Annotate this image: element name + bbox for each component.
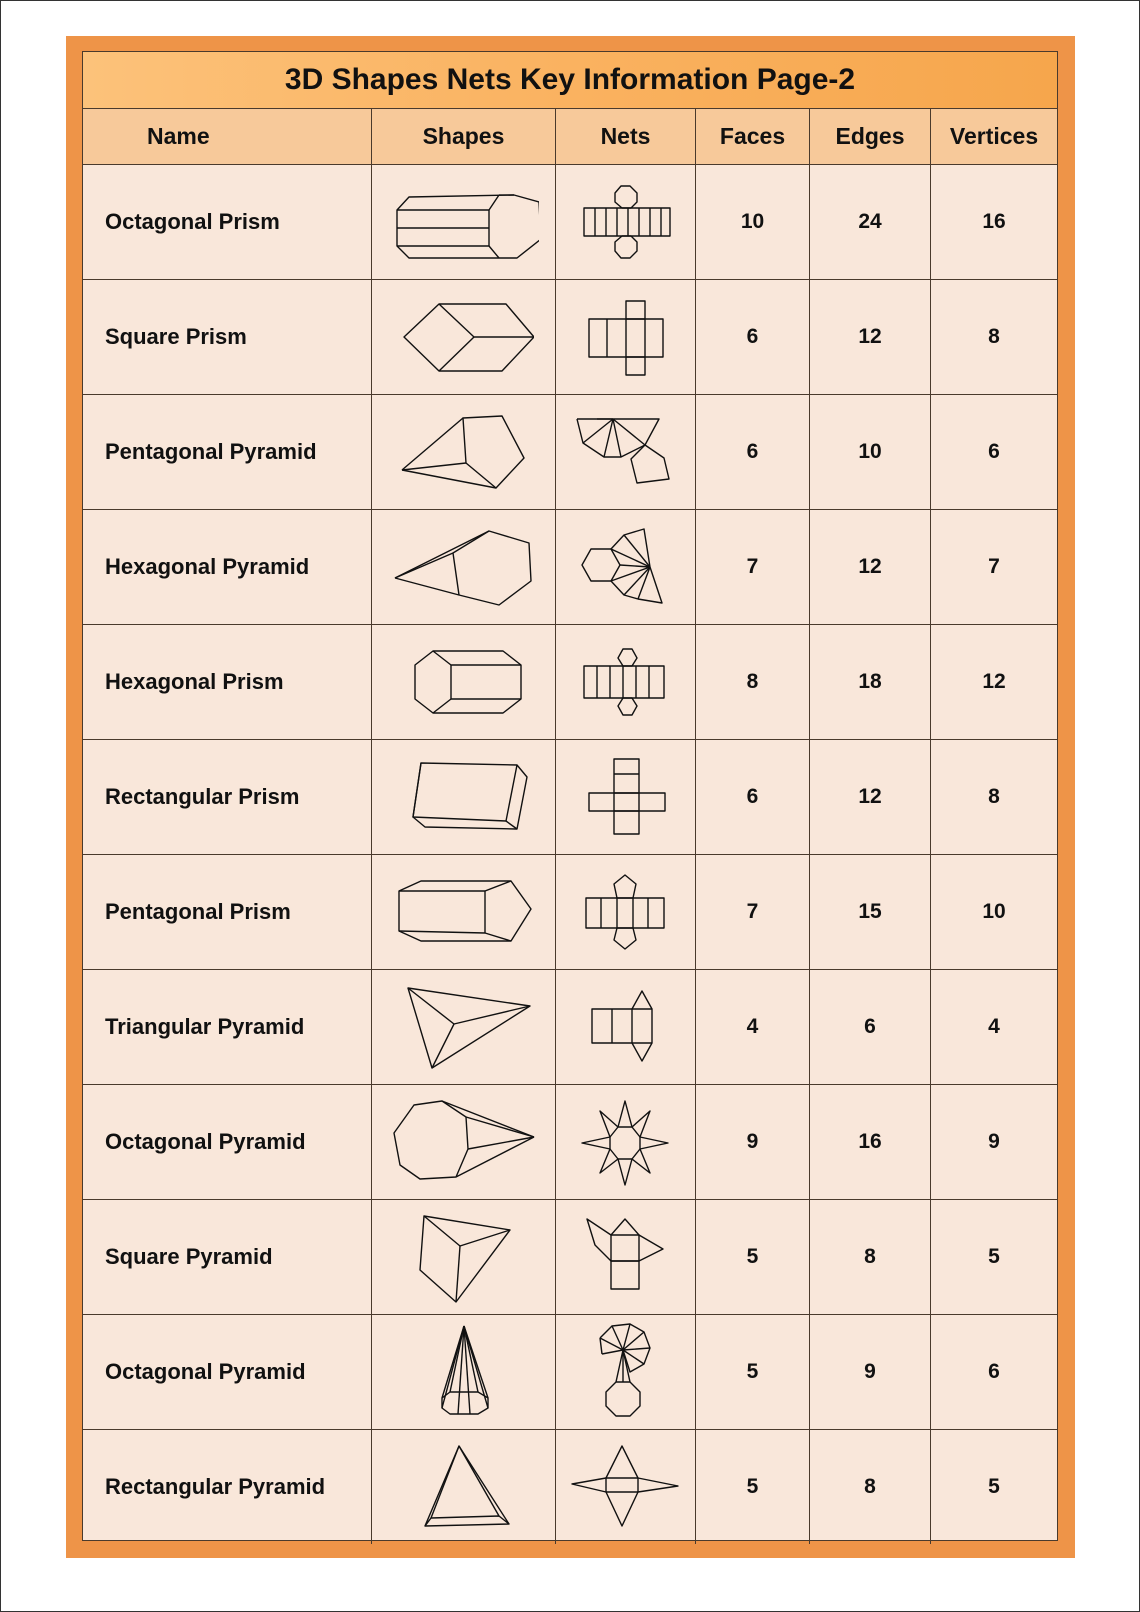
square-prism-icon (372, 280, 556, 394)
edges-cell: 12 (810, 740, 931, 854)
pentagonal-pyramid-net-icon (556, 395, 696, 509)
edges-cell: 16 (810, 1085, 931, 1199)
shape-name: Square Prism (83, 280, 372, 394)
edges-cell: 8 (810, 1200, 931, 1314)
edges-cell: 24 (810, 165, 931, 279)
pentagonal-pyramid-icon (372, 395, 556, 509)
page-title: 3D Shapes Nets Key Information Page-2 (83, 52, 1057, 109)
square-pyramid-net-icon (556, 1200, 696, 1314)
triangular-pyramid-net-icon (556, 970, 696, 1084)
column-header-edges: Edges (810, 109, 931, 164)
hexagonal-pyramid-net-icon (556, 510, 696, 624)
shape-name: Octagonal Prism (83, 165, 372, 279)
octagonal-cone-icon (372, 1315, 556, 1429)
shape-name: Pentagonal Prism (83, 855, 372, 969)
edges-cell: 8 (810, 1430, 931, 1544)
table-row (83, 395, 1057, 510)
edges-cell: 15 (810, 855, 931, 969)
rectangular-prism-net-icon (556, 740, 696, 854)
shape-name: Rectangular Prism (83, 740, 372, 854)
vertices-cell: 16 (982, 210, 1006, 233)
edges-cell: 18 (810, 625, 931, 739)
square-pyramid-icon (372, 1200, 556, 1314)
faces-cell: 5 (696, 1315, 810, 1429)
edges-cell: 6 (810, 970, 931, 1084)
column-header-name: Name (83, 109, 372, 164)
faces-cell: 6 (696, 740, 810, 854)
table-row (83, 280, 1057, 395)
hexagonal-pyramid-icon (372, 510, 556, 624)
vertices-cell: 9 (988, 1130, 1000, 1153)
table-row (83, 510, 1057, 625)
shape-name: Octagonal Pyramid (83, 1315, 372, 1429)
edges-cell: 12 (810, 280, 931, 394)
shape-name: Octagonal Pyramid (83, 1085, 372, 1199)
faces-cell: 6 (696, 395, 810, 509)
hexagonal-prism-icon (372, 625, 556, 739)
vertices-cell: 4 (988, 1015, 1000, 1038)
table-row (83, 1200, 1057, 1315)
pentagonal-prism-icon (372, 855, 556, 969)
vertices-cell: 8 (988, 325, 1000, 348)
shape-name: Triangular Pyramid (83, 970, 372, 1084)
pentagonal-prism-net-icon (556, 855, 696, 969)
shape-name: Rectangular Pyramid (83, 1430, 372, 1544)
table-row (83, 855, 1057, 970)
table-row (83, 1315, 1057, 1430)
faces-cell: 7 (696, 510, 810, 624)
vertices-cell: 7 (988, 555, 1000, 578)
edges-cell: 9 (810, 1315, 931, 1429)
hexagonal-prism-net-icon (556, 625, 696, 739)
shape-name: Hexagonal Pyramid (83, 510, 372, 624)
edges-cell: 10 (810, 395, 931, 509)
rectangular-prism-icon (372, 740, 556, 854)
table-header (83, 109, 1057, 165)
table-row (83, 970, 1057, 1085)
faces-cell: 6 (696, 280, 810, 394)
vertices-cell: 6 (988, 440, 1000, 463)
faces-cell: 5 (696, 1200, 810, 1314)
table-row (83, 740, 1057, 855)
shape-name: Hexagonal Prism (83, 625, 372, 739)
shape-name: Square Pyramid (83, 1200, 372, 1314)
faces-cell: 5 (696, 1430, 810, 1544)
table-row (83, 165, 1057, 280)
table-row (83, 1430, 1057, 1544)
vertices-cell: 12 (982, 670, 1006, 693)
octagonal-cone-net-icon (556, 1315, 696, 1429)
column-header-shapes: Shapes (372, 109, 556, 164)
octagonal-pyramid-icon (372, 1085, 556, 1199)
faces-cell: 8 (696, 625, 810, 739)
triangular-pyramid-icon (372, 970, 556, 1084)
table-row (83, 625, 1057, 740)
octagonal-prism-net-icon (556, 165, 696, 279)
table-row (83, 1085, 1057, 1200)
vertices-cell: 5 (988, 1245, 1000, 1268)
vertices-cell: 6 (988, 1360, 1000, 1383)
rectangular-pyramid-net-icon (556, 1430, 696, 1544)
edges-cell: 12 (810, 510, 931, 624)
octagonal-prism-icon (372, 165, 556, 279)
column-header-vertices: Vertices (949, 123, 1039, 149)
octagonal-pyramid-net-icon (556, 1085, 696, 1199)
rectangular-pyramid-icon (372, 1430, 556, 1544)
faces-cell: 4 (696, 970, 810, 1084)
shapes-table (82, 51, 1058, 1541)
vertices-cell: 8 (988, 785, 1000, 808)
vertices-cell: 10 (982, 900, 1006, 923)
shape-name: Pentagonal Pyramid (83, 395, 372, 509)
faces-cell: 7 (696, 855, 810, 969)
vertices-cell: 5 (988, 1475, 1000, 1498)
faces-cell: 10 (696, 165, 810, 279)
column-header-nets: Nets (556, 109, 696, 164)
square-prism-net-icon (556, 280, 696, 394)
column-header-faces: Faces (696, 109, 810, 164)
faces-cell: 9 (696, 1085, 810, 1199)
